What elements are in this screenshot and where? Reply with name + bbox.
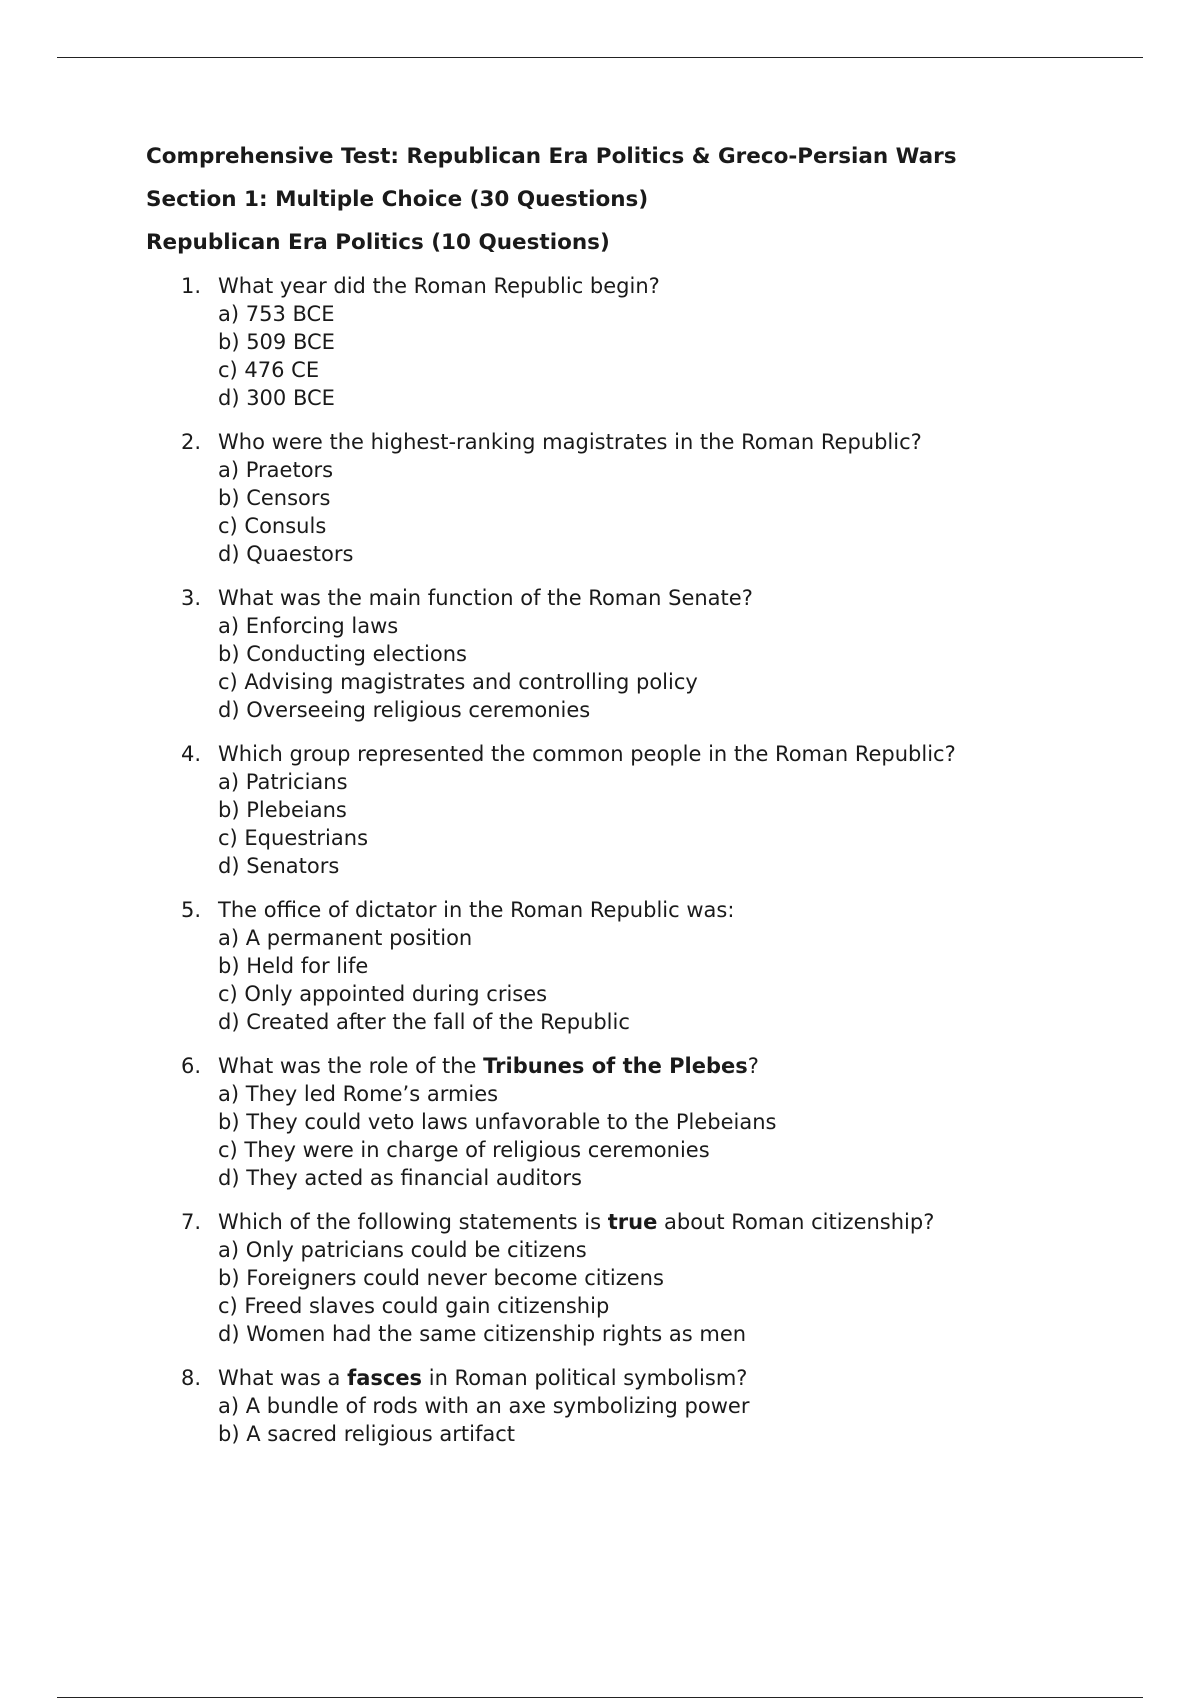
question-number: 6. — [181, 1054, 202, 1078]
answer-option: a) They led Rome’s armies — [218, 1082, 499, 1106]
question-text: What was the main function of the Roman Senate? — [218, 586, 753, 610]
question-text: What year did the Roman Republic begin? — [218, 274, 660, 298]
answer-option: a) 753 BCE — [218, 302, 335, 326]
answer-option: a) Only patricians could be citizens — [218, 1238, 587, 1262]
answer-option: b) Foreigners could never become citizens — [218, 1266, 664, 1290]
question-item — [146, 1052, 1046, 1192]
answer-option: d) They acted as financial auditors — [218, 1166, 582, 1190]
question-number: 8. — [181, 1366, 202, 1390]
answer-option: d) Senators — [218, 854, 340, 878]
answer-option: c) 476 CE — [218, 358, 320, 382]
answer-option: c) Only appointed during crises — [218, 982, 548, 1006]
answer-option: d) Overseeing religious ceremonies — [218, 698, 591, 722]
answer-option: b) 509 BCE — [218, 330, 335, 354]
answer-option: a) Enforcing laws — [218, 614, 399, 638]
answer-option: d) Created after the fall of the Republic — [218, 1010, 630, 1034]
answer-option: c) Consuls — [218, 514, 327, 538]
answer-option: b) Conducting elections — [218, 642, 467, 666]
question-text: Which of the following statements is true about Roman citizenship? — [218, 1210, 935, 1234]
answer-option: b) Plebeians — [218, 798, 347, 822]
answer-option: c) Advising magistrates and controlling policy — [218, 670, 698, 694]
header-rule — [57, 57, 1143, 58]
section-heading: Section 1: Multiple Choice (30 Questions) — [146, 187, 649, 212]
answer-option: d) Quaestors — [218, 542, 354, 566]
question-number: 3. — [181, 586, 202, 610]
question-number: 1. — [181, 274, 202, 298]
question-item — [146, 896, 1046, 1036]
question-text: Who were the highest-ranking magistrates in the Roman Republic? — [218, 430, 922, 454]
question-number: 2. — [181, 430, 202, 454]
answer-option: a) Praetors — [218, 458, 334, 482]
question-item — [146, 428, 1046, 568]
subsection-heading: Republican Era Politics (10 Questions) — [146, 230, 610, 255]
answer-option: b) A sacred religious artifact — [218, 1422, 516, 1446]
question-text: The office of dictator in the Roman Republic was: — [218, 898, 735, 922]
question-text: What was the role of the Tribunes of the Plebes? — [218, 1054, 759, 1078]
answer-option: a) A bundle of rods with an axe symbolizing power — [218, 1394, 750, 1418]
answer-option: d) Women had the same citizenship rights as men — [218, 1322, 747, 1346]
question-number: 4. — [181, 742, 202, 766]
answer-option: a) Patricians — [218, 770, 348, 794]
document-title: Comprehensive Test: Republican Era Politics & Greco-Persian Wars — [146, 144, 957, 169]
answer-option: d) 300 BCE — [218, 386, 335, 410]
answer-option: c) Equestrians — [218, 826, 369, 850]
question-item — [146, 584, 1046, 724]
question-item — [146, 272, 1046, 412]
answer-option: c) They were in charge of religious ceremonies — [218, 1138, 710, 1162]
answer-option: b) Held for life — [218, 954, 369, 978]
question-item — [146, 740, 1046, 880]
answer-option: b) They could veto laws unfavorable to the Plebeians — [218, 1110, 777, 1134]
answer-option: a) A permanent position — [218, 926, 473, 950]
question-item — [146, 1364, 1046, 1448]
document-body — [146, 143, 1046, 1464]
footer-rule — [57, 1697, 1143, 1698]
question-number: 5. — [181, 898, 202, 922]
question-number: 7. — [181, 1210, 202, 1234]
answer-option: c) Freed slaves could gain citizenship — [218, 1294, 610, 1318]
question-item — [146, 1208, 1046, 1348]
question-text: What was a fasces in Roman political symbolism? — [218, 1366, 748, 1390]
question-list — [146, 272, 1046, 1448]
question-text: Which group represented the common people in the Roman Republic? — [218, 742, 956, 766]
answer-option: b) Censors — [218, 486, 331, 510]
